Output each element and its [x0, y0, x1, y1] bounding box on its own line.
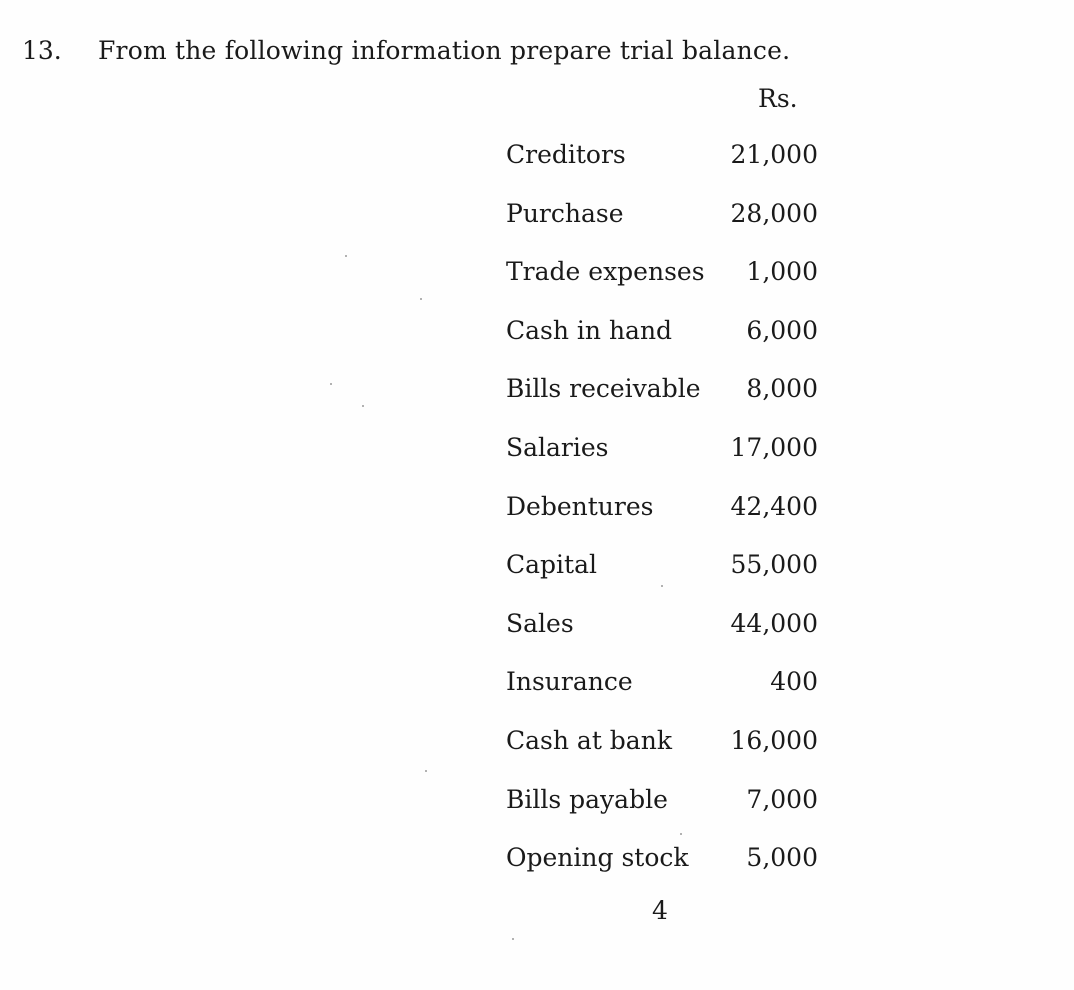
list-item	[506, 785, 826, 844]
scan-speck	[420, 298, 422, 300]
item-amount: 55,000	[730, 550, 818, 580]
item-amount: 42,400	[730, 491, 818, 521]
item-label: Debentures	[506, 491, 654, 521]
scan-speck	[680, 833, 682, 835]
question-text: From the following information prepare trial balance.	[98, 36, 791, 65]
item-amount: 16,000	[730, 725, 818, 755]
item-label: Creditors	[506, 140, 626, 169]
list-item	[506, 843, 826, 902]
page-number: 4	[652, 896, 668, 925]
item-amount: 5,000	[746, 843, 818, 873]
list-item	[506, 257, 826, 316]
balance-list	[506, 140, 826, 902]
item-label: Capital	[506, 550, 597, 580]
item-label: Bills payable	[506, 784, 668, 814]
list-item	[506, 199, 826, 258]
question-number: 13.	[22, 36, 62, 65]
item-amount: 17,000	[730, 432, 818, 462]
scan-speck	[425, 770, 427, 772]
list-item	[506, 374, 826, 433]
list-item	[506, 667, 826, 726]
item-amount: 44,000	[730, 608, 818, 638]
scan-speck	[330, 383, 332, 385]
item-label: Trade expenses	[506, 257, 705, 287]
scan-speck	[362, 405, 364, 407]
list-item	[506, 550, 826, 609]
scan-speck	[345, 255, 347, 257]
list-item	[506, 726, 826, 785]
scan-speck	[661, 585, 663, 587]
item-label: Purchase	[506, 198, 624, 228]
item-amount: 6,000	[746, 315, 818, 345]
list-item	[506, 316, 826, 375]
item-label: Salaries	[506, 432, 609, 462]
list-item	[506, 140, 826, 199]
list-item	[506, 492, 826, 551]
item-label: Cash at bank	[506, 725, 672, 755]
list-item	[506, 433, 826, 492]
item-label: Insurance	[506, 667, 633, 697]
item-label: Bills receivable	[506, 374, 701, 404]
item-amount: 1,000	[746, 257, 818, 287]
item-label: Cash in hand	[506, 315, 673, 345]
item-amount: 8,000	[746, 374, 818, 404]
item-amount: 21,000	[730, 140, 818, 169]
item-amount: 7,000	[746, 784, 818, 814]
list-item	[506, 609, 826, 668]
scan-speck	[512, 938, 514, 940]
item-amount: 400	[770, 667, 818, 697]
item-label: Sales	[506, 608, 574, 638]
currency-header: Rs.	[758, 84, 798, 113]
item-label: Opening stock	[506, 843, 689, 873]
item-amount: 28,000	[730, 198, 818, 228]
